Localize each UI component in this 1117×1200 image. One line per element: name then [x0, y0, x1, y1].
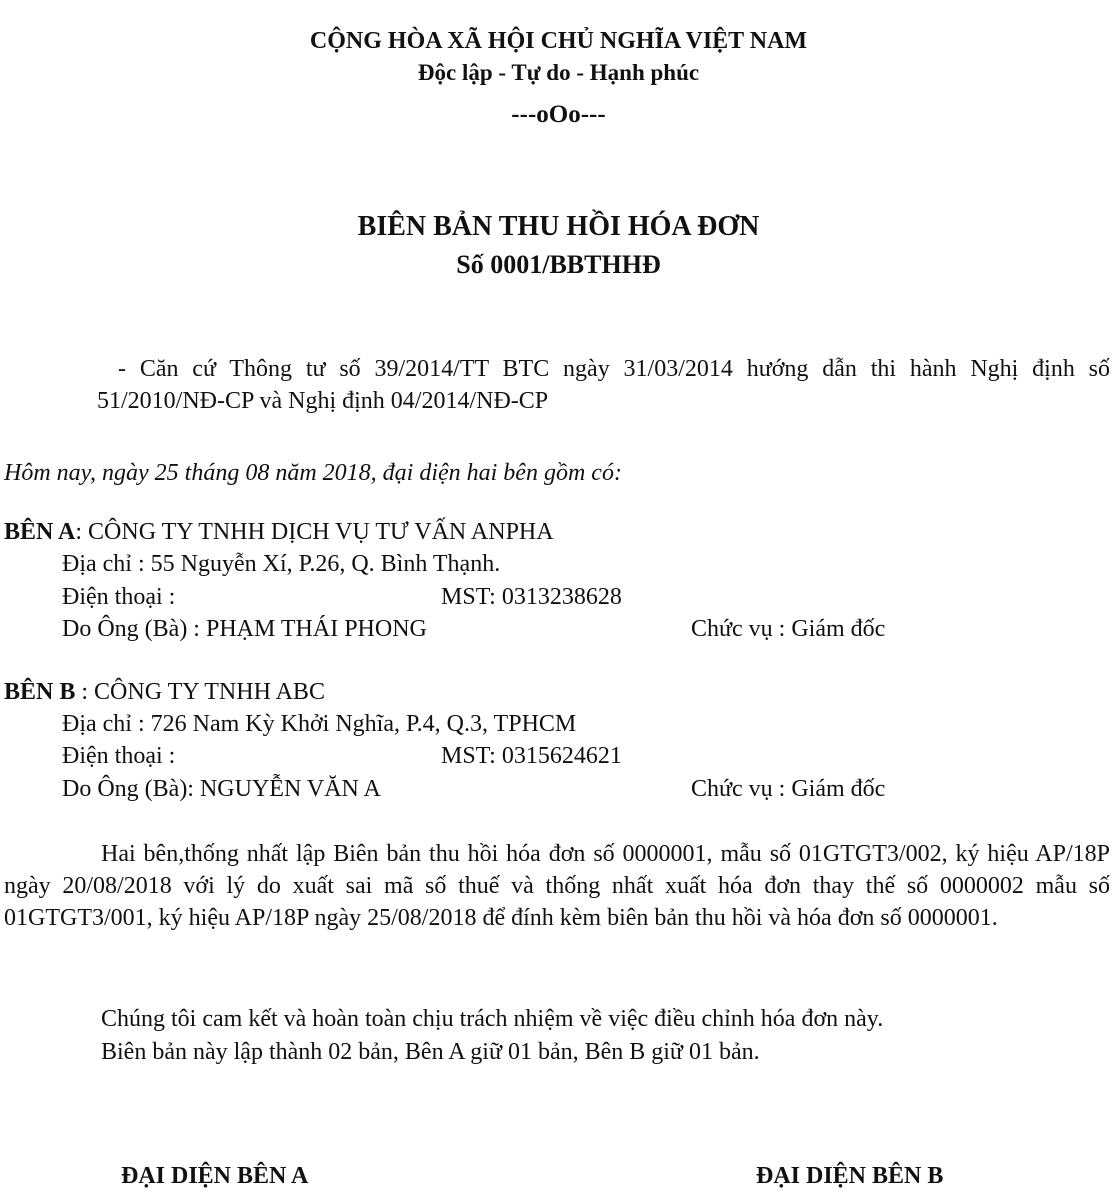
agreement-paragraph: Hai bên,thống nhất lập Biên bản thu hồi hóa đơn số 0000001, mẫu số 01GTGT3/002, ký hiệu AP/18P ngày 20/08/2018 với lý do xuất sai mã số thuế và thống nhất xuất hóa đơn thay thế số 0000002 mẫu số 01GTGT3/001, ký hiệu AP/18P ngày 25/08/2018 để đính kèm biên bản thu hồi và hóa đơn số 0000001.: [4, 841, 1110, 931]
document-title: BIÊN BẢN THU HỒI HÓA ĐƠN: [357, 211, 760, 242]
national-motto: Độc lập - Tự do - Hạnh phúc: [417, 60, 700, 85]
party-b-label: BÊN B: [4, 679, 76, 705]
country-name: CỘNG HÒA XÃ HỘI CHỦ NGHĨA VIỆT NAM: [309, 28, 808, 54]
party-a-address: Địa chỉ : 55 Nguyễn Xí, P.26, Q. Bình Thạnh.: [62, 551, 501, 577]
party-b-position: Chức vụ : Giám đốc: [691, 776, 886, 802]
legal-basis: - Căn cứ Thông tư số 39/2014/TT BTC ngày 31/03/2014 hướng dẫn thi hành Nghị định số 51/2010/NĐ-CP và Nghị định 04/2014/NĐ-CP: [97, 356, 1110, 414]
party-b-representative: Do Ông (Bà): NGUYỄN VĂN A: [62, 776, 381, 802]
party-a-heading: [4, 517, 554, 547]
party-a-tax-id: MST: 0313238628: [441, 584, 622, 610]
party-b-company: CÔNG TY TNHH ABC: [94, 679, 325, 705]
signature-party-b: ĐẠI DIỆN BÊN B: [756, 1163, 944, 1189]
meeting-intro: Hôm nay, ngày 25 tháng 08 năm 2018, đại diện hai bên gồm có:: [4, 460, 622, 486]
party-a-phone: Điện thoại :: [62, 584, 176, 610]
party-b-heading: [4, 677, 325, 707]
party-a-representative: Do Ông (Bà) : PHẠM THÁI PHONG: [62, 616, 427, 642]
document-number: Số 0001/BBTHHĐ: [456, 250, 661, 279]
signature-party-a: ĐẠI DIỆN BÊN A: [121, 1163, 309, 1189]
copies-statement: Biên bản này lập thành 02 bản, Bên A giữ 01 bản, Bên B giữ 01 bản.: [101, 1039, 760, 1065]
party-a-position: Chức vụ : Giám đốc: [691, 616, 886, 642]
commitment-statement: Chúng tôi cam kết và hoàn toàn chịu trách nhiệm về việc điều chỉnh hóa đơn này.: [101, 1006, 884, 1032]
party-b-separator: :: [75, 679, 95, 705]
party-a-separator: :: [75, 519, 89, 545]
party-b-tax-id: MST: 0315624621: [441, 743, 622, 769]
party-b-address: Địa chỉ : 726 Nam Kỳ Khởi Nghĩa, P.4, Q.3, TPHCM: [62, 711, 577, 737]
header-ornament: ---oOo---: [511, 101, 606, 128]
party-a-company: CÔNG TY TNHH DỊCH VỤ TƯ VẤN ANPHA: [88, 519, 554, 545]
party-a-label: BÊN A: [4, 519, 76, 545]
party-b-phone: Điện thoại :: [62, 743, 176, 769]
